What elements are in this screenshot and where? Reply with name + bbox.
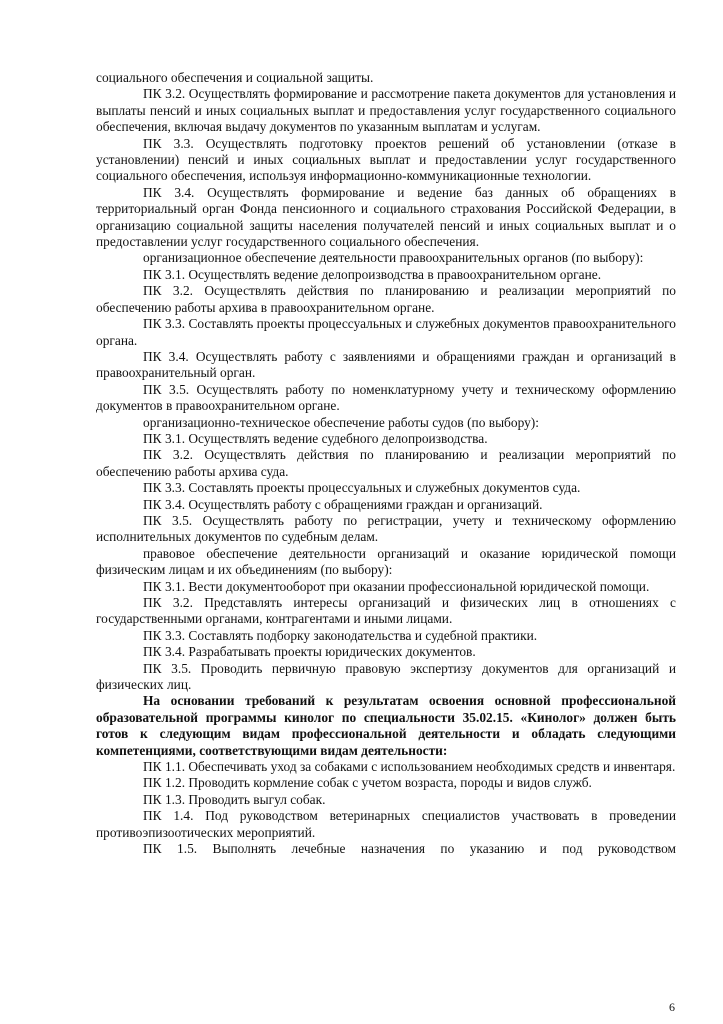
paragraph: ПК 3.3. Осуществлять подготовку проектов решений об установлении (отказе в установлении) пенсий и иных социальных выплат и предоставлении услуг государственного социального обеспечения, используя информационно-коммуникационные технологии. [96, 135, 676, 184]
paragraph: ПК 3.1. Осуществлять ведение судебного делопроизводства. [143, 430, 488, 446]
paragraph: ПК 3.4. Осуществлять работу с обращениями граждан и организаций. [143, 496, 543, 512]
paragraph: организационное обеспечение деятельности правоохранительных органов (по выбору): [143, 250, 644, 266]
page-number: 6 [669, 1000, 675, 1014]
paragraph: На основании требований к результатам освоения основной профессиональной образовательной программы кинолог по специальности 35.02.15. «Кинолог» должен быть готов к следующим видам профессиональной деятельности и обладать следующими компетенциями, соответствующими видам деятельности: [96, 693, 676, 758]
paragraph: ПК 3.1. Осуществлять ведение делопроизводства в правоохранительном органе. [143, 266, 602, 282]
paragraph: организационно-техническое обеспечение работы судов (по выбору): [143, 414, 539, 430]
paragraph: ПК 1.2. Проводить кормление собак с учетом возраста, породы и видов служб. [143, 775, 592, 791]
paragraph: ПК 1.1. Обеспечивать уход за собаками с использованием необходимых средств и инвентаря. [143, 759, 676, 775]
paragraph: ПК 3.4. Осуществлять формирование и ведение баз данных об обращениях в территориальный орган Фонда пенсионного и социального страхования Российской Федерации, в организацию социальной защиты населения получателей пенсий и иных социальных выплат и о предоставлении услуг государственного социального обеспечения. [96, 184, 676, 250]
document-body [96, 70, 676, 858]
paragraph: ПК 1.5. Выполнять лечебные назначения по указанию и под руководством [143, 841, 676, 857]
paragraph: ПК 3.2. Осуществлять действия по планированию и реализации мероприятий по обеспечению работы архива суда. [96, 447, 676, 479]
paragraph: ПК 3.3. Составлять проекты процессуальных и служебных документов правоохранительного органа. [96, 316, 676, 348]
paragraph: ПК 3.1. Вести документооборот при оказании профессиональной юридической помощи. [143, 578, 650, 594]
paragraph: ПК 3.2. Осуществлять действия по планированию и реализации мероприятий по обеспечению работы архива в правоохранительном органе. [96, 283, 676, 315]
paragraph: ПК 3.4. Осуществлять работу с заявлениями и обращениями граждан и организаций в правоохранительный орган. [96, 348, 676, 381]
paragraph: ПК 3.3. Составлять подборку законодательства и судебной практики. [143, 627, 538, 643]
paragraph: ПК 3.5. Осуществлять работу по номенклатурному учету и техническому оформлению документов в правоохранительном органе. [96, 381, 676, 414]
paragraph: ПК 3.2. Представлять интересы организаций и физических лиц в отношениях с государственными органами, контрагентами и иными лицами. [96, 595, 676, 627]
paragraph: правовое обеспечение деятельности организаций и оказание юридической помощи физическим лицам и их объединениям (по выбору): [96, 545, 676, 578]
paragraph: ПК 3.4. Разрабатывать проекты юридических документов. [143, 644, 476, 660]
paragraph: ПК 3.2. Осуществлять формирование и рассмотрение пакета документов для установления и выплаты пенсий и иных социальных выплат и предоставления услуг государственного социального обеспечения, включая выдачу документов по указанным выплатам и услугам. [96, 86, 676, 135]
paragraph: ПК 3.3. Составлять проекты процессуальных и служебных документов суда. [143, 480, 581, 496]
paragraph: ПК 3.5. Осуществлять работу по регистрации, учету и техническому оформлению исполнительных документов по судебным делам. [96, 512, 676, 545]
paragraph: ПК 1.4. Под руководством ветеринарных специалистов участвовать в проведении противоэпизоотических мероприятий. [96, 808, 676, 840]
paragraph: ПК 3.5. Проводить первичную правовую экспертизу документов для организаций и физических лиц. [96, 660, 676, 693]
paragraph: ПК 1.3. Проводить выгул собак. [143, 791, 326, 807]
paragraph: социального обеспечения и социальной защиты. [96, 70, 374, 85]
